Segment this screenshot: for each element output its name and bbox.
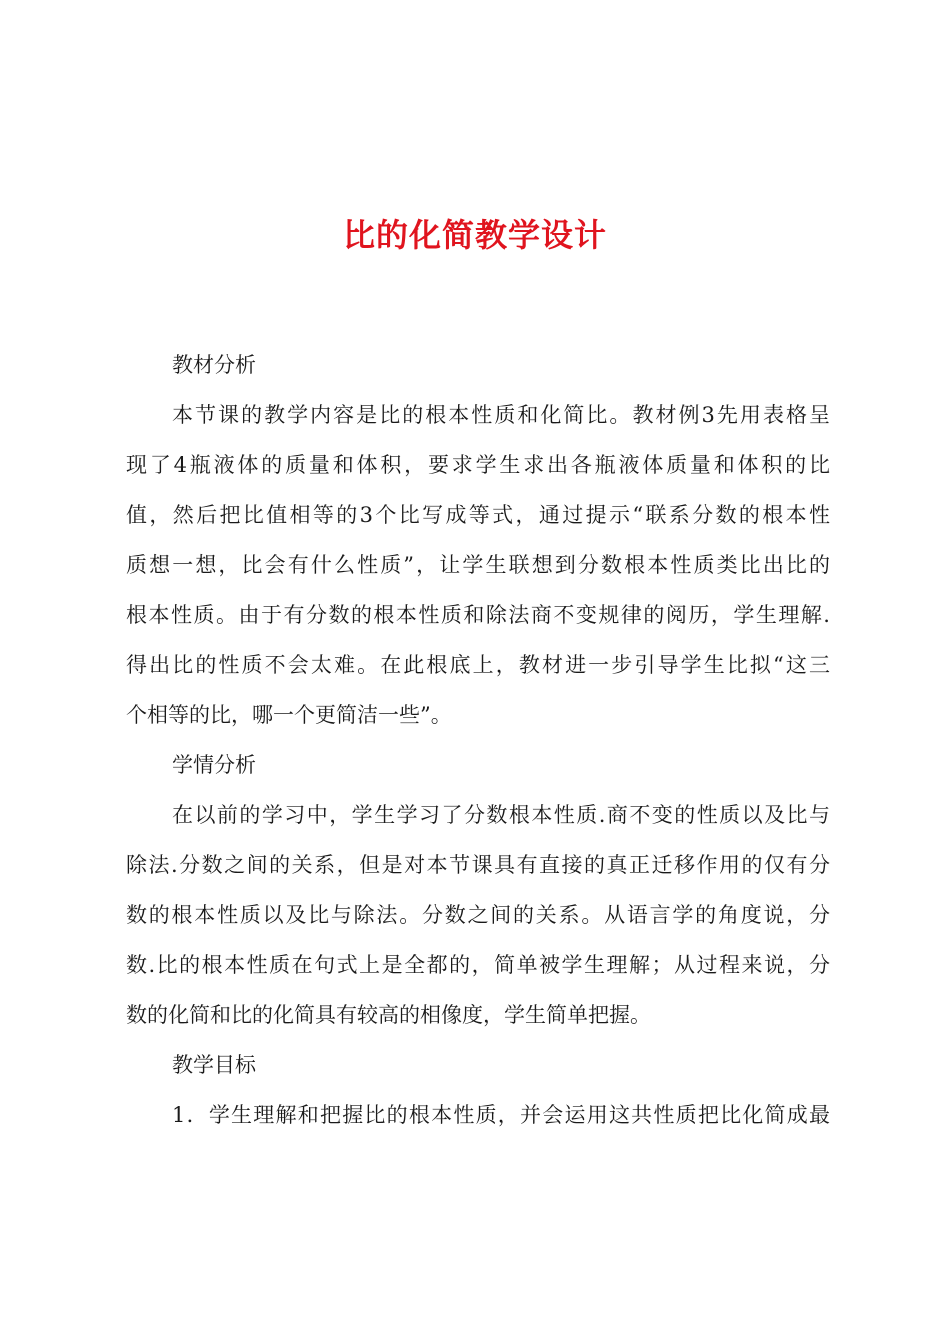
paragraph-line: 现了4瓶液体的质量和体积，要求学生求出各瓶液体质量和体积的比: [126, 453, 830, 477]
paragraph-line: 个相等的比，哪一个更简洁一些”。: [126, 703, 452, 727]
section-heading: 教学目标: [172, 1053, 256, 1077]
paragraph-line: 质想一想，比会有什么性质”，让学生联想到分数根本性质类比出比的: [126, 553, 830, 577]
paragraph-line: 得出比的性质不会太难。在此根底上，教材进一步引导学生比拟“这三: [126, 653, 830, 677]
paragraph-line: 在以前的学习中，学生学习了分数根本性质.商不变的性质以及比与: [172, 803, 830, 827]
page-title: 比的化简教学设计: [342, 216, 607, 254]
paragraph-line: 数的根本性质以及比与除法。分数之间的关系。从语言学的角度说，分: [126, 903, 830, 927]
document-body: [126, 340, 830, 1140]
paragraph-line: 1．学生理解和把握比的根本性质，并会运用这共性质把比化简成最: [172, 1103, 830, 1127]
paragraph-line: 值，然后把比值相等的3个比写成等式，通过提示“联系分数的根本性: [126, 503, 830, 527]
section-heading: 学情分析: [172, 753, 256, 777]
paragraph-line: 本节课的教学内容是比的根本性质和化简比。教材例3先用表格呈: [172, 403, 830, 427]
paragraph-line: 除法.分数之间的关系，但是对本节课具有直接的真正迁移作用的仅有分: [126, 853, 830, 877]
paragraph-line: 根本性质。由于有分数的根本性质和除法商不变规律的阅历，学生理解.: [126, 603, 830, 627]
paragraph-line: 数的化简和比的化简具有较高的相像度，学生简单把握。: [126, 1003, 651, 1027]
section-heading: 教材分析: [172, 353, 256, 377]
paragraph-line: 数.比的根本性质在句式上是全都的，简单被学生理解；从过程来说，分: [126, 953, 830, 977]
